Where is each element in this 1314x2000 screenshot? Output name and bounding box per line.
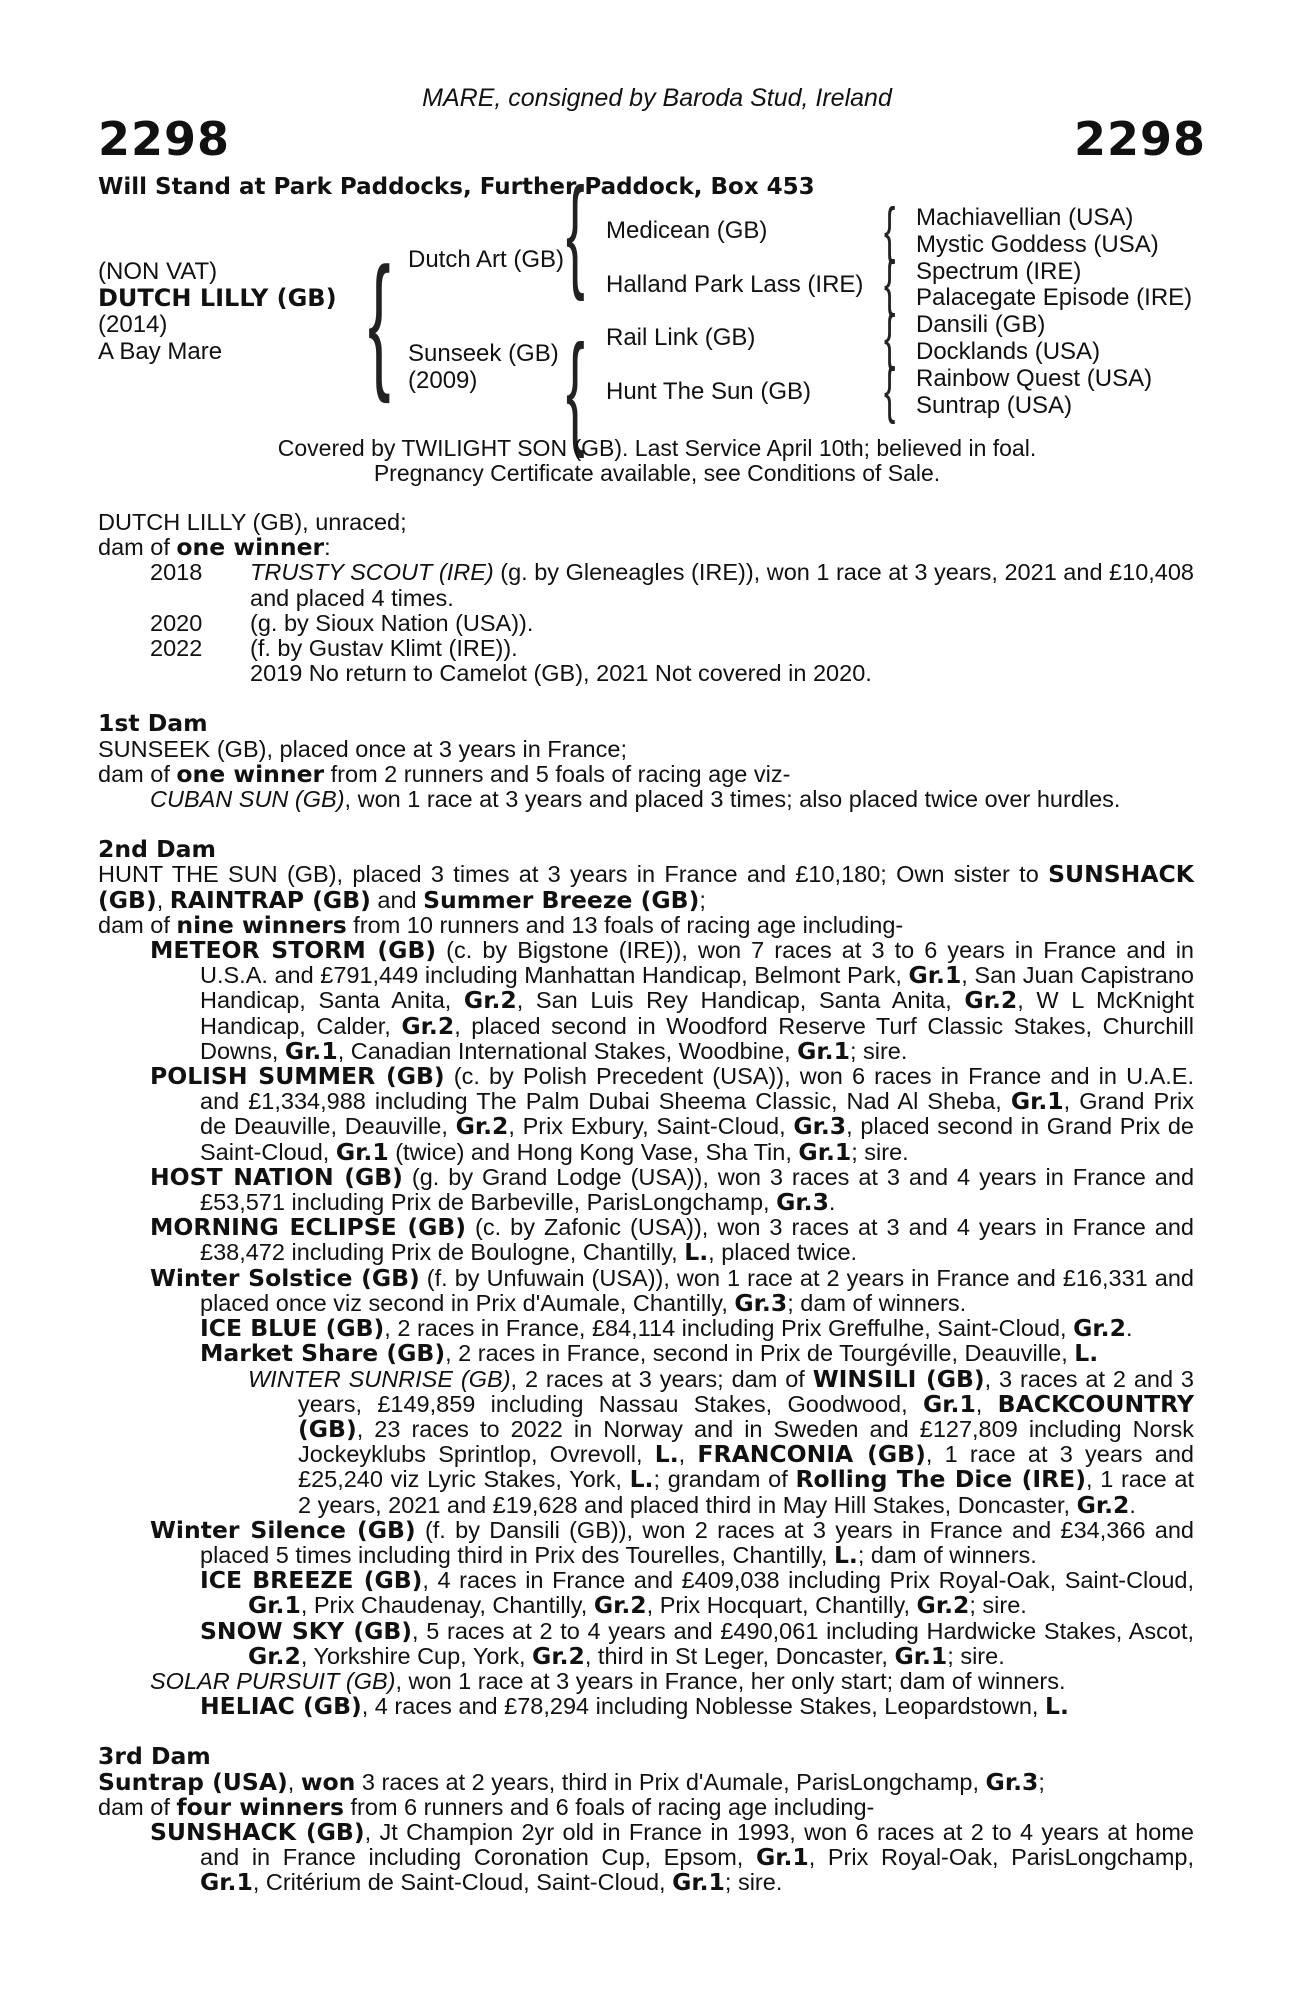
winner-count: one winner — [176, 533, 325, 562]
text: , Prix Chaudenay, Chantilly, — [300, 1592, 594, 1619]
text: , Critérium de Saint-Cloud, Saint-Cloud, — [252, 1869, 673, 1896]
pedigree-brace-sire: { — [566, 163, 585, 302]
text: ; sire. — [849, 1037, 908, 1064]
grade: Gr.2 — [1073, 1314, 1126, 1343]
pedigree-brace-ss: { — [884, 196, 896, 265]
winner-name: Winter Silence (GB) — [150, 1515, 416, 1544]
text: ; dam of winners. — [787, 1289, 967, 1316]
progeny-year: 2020 — [150, 609, 203, 636]
location-line: Will Stand at Park Paddocks, Further Paddock, Box 453 — [98, 174, 815, 200]
progeny-host-nation — [98, 1162, 1195, 1217]
pedigree-dds: Rainbow Quest (USA) — [916, 365, 1153, 392]
relative-name: Summer Breeze (GB) — [423, 885, 700, 914]
grade: Gr.1 — [798, 1137, 852, 1166]
text: . — [828, 1189, 836, 1216]
grade: L. — [1045, 1692, 1069, 1721]
horse-year: (2014) — [98, 311, 168, 338]
text: (c. by Polish Precedent (USA)), won 6 races in France and in U.A.E. and £1,334,988 including The Palm Dubai Sheema Classic, Nad Al Sheba, — [200, 1063, 1194, 1115]
lot-number-right: 2298 — [1073, 112, 1206, 166]
text: : — [324, 534, 331, 561]
grade: Gr.2 — [916, 1591, 970, 1620]
text: , 23 races to 2022 in Norway and in Sweden and £127,809 including Norsk Jockeyklubs Sprintlop, Ovrevoll, — [298, 1415, 1194, 1468]
progeny-winter-sunrise — [98, 1364, 1194, 1519]
text: , 2 races in France, £84,114 including Prix Greffulhe, Saint-Cloud, — [384, 1315, 1074, 1342]
winner-name: POLISH SUMMER (GB) — [150, 1062, 445, 1091]
text: (c. by Bigstone (IRE)), won 7 races at 3 to 6 years in France and in U.S.A. and £791,449 including Manhattan Handicap, Belmont Park, — [200, 937, 1194, 989]
covering-line-1: Covered by TWILIGHT SON (GB). Last Service April 10th; believed in foal. — [277, 435, 1037, 461]
progeny-heliac — [98, 1694, 1194, 1719]
grade: Gr.1 — [908, 961, 962, 990]
text: . — [1129, 1491, 1136, 1518]
text: , won 1 race at 3 years in France, her only start; dam of winners. — [395, 1667, 1066, 1694]
third-dam-heading: 3rd Dam — [98, 1742, 211, 1771]
progeny-morning-eclipse — [98, 1215, 1194, 1265]
grade: Gr.3 — [734, 1288, 788, 1317]
text: ; sire. — [969, 1592, 1027, 1619]
progeny-sunshack — [98, 1817, 1194, 1897]
text: dam of — [98, 760, 177, 787]
text: from 6 runners and 6 foals of racing age including- — [344, 1793, 875, 1820]
winner-name: WINSILI (GB) — [812, 1364, 985, 1393]
grade: Gr.1 — [672, 1868, 725, 1897]
text: , — [975, 1390, 998, 1417]
third-dam-dam-of — [98, 1792, 1194, 1821]
text: , 4 races and £78,294 including Noblesse Stakes, Leopardstown, — [361, 1693, 1045, 1720]
relative-name: RAINTRAP (GB) — [169, 885, 371, 914]
grade: L. — [684, 1238, 709, 1267]
text: , Canadian International Stakes, Woodbine, — [337, 1037, 798, 1064]
winner-name: Winter Solstice (GB) — [150, 1263, 420, 1292]
progeny-winter-solstice — [98, 1263, 1194, 1317]
pedigree-dsd: Docklands (USA) — [916, 338, 1101, 365]
winner-count: four winners — [176, 1792, 344, 1821]
progeny-2018 — [98, 560, 1194, 610]
second-dam-heading: 2nd Dam — [98, 835, 216, 864]
winner-name: WINTER SUNRISE (GB) — [248, 1365, 511, 1392]
text: , — [678, 1441, 698, 1468]
grade: Gr.1 — [335, 1137, 389, 1166]
text: HUNT THE SUN (GB), placed 3 times at 3 years in France and £10,180; Own sister to — [98, 861, 1049, 888]
text: , W L McKnight Handicap, Calder, — [200, 987, 1194, 1039]
progeny-2020 — [98, 611, 1194, 636]
grade: Gr.3 — [793, 1112, 847, 1141]
second-dam-dam-of — [98, 910, 1194, 939]
text: , placed second in Grand Prix de Saint-Cloud, — [200, 1113, 1195, 1165]
grade: Gr.3 — [985, 1767, 1039, 1796]
grade: Gr.1 — [248, 1591, 301, 1620]
text: , San Luis Rey Handicap, Santa Anita, — [516, 987, 965, 1014]
text: dam of — [98, 911, 177, 938]
pedigree-ssd: Mystic Goddess (USA) — [916, 231, 1159, 258]
grade: Gr.3 — [776, 1188, 829, 1217]
winner-name: FRANCONIA (GB) — [697, 1440, 926, 1469]
text: , 1 race at 3 years and £25,240 viz Lyric Stakes, York, — [298, 1441, 1194, 1493]
winner-name: ICE BLUE (GB) — [200, 1314, 385, 1343]
text: , Prix Hocquart, Chantilly, — [646, 1592, 917, 1619]
grade: Gr.1 — [755, 1843, 809, 1872]
winner-count: one winner — [176, 759, 325, 788]
grade: Gr.2 — [593, 1591, 647, 1620]
grade: L. — [629, 1465, 654, 1494]
text: and — [370, 886, 424, 913]
progeny-ice-breeze — [98, 1568, 1194, 1618]
text: , 2 races at 3 years; dam of — [510, 1365, 813, 1392]
horse-description: A Bay Mare — [98, 338, 223, 365]
pedigree-sds: Spectrum (IRE) — [916, 258, 1082, 285]
text: , 3 races at 2 and 3 years, £149,859 including Nassau Stakes, Goodwood, — [298, 1365, 1194, 1417]
grade: L. — [1074, 1339, 1099, 1368]
grade: L. — [833, 1540, 858, 1569]
text: ; sire. — [947, 1642, 1005, 1669]
progeny-meteor-storm — [98, 938, 1194, 1064]
text: ; — [699, 886, 706, 913]
winner-name: HOST NATION (GB) — [150, 1162, 403, 1191]
grade: L. — [654, 1440, 679, 1469]
first-dam-dam-of — [98, 759, 1194, 788]
text: ; grandam of — [653, 1466, 796, 1493]
record-line: DUTCH LILLY (GB), unraced; — [98, 509, 407, 535]
winner-name: METEOR STORM (GB) — [150, 936, 437, 965]
pedigree-dam: Sunseek (GB) — [408, 340, 559, 367]
text: (c. by Zafonic (USA)), won 3 races at 3 and 4 years in France and £38,472 including Prix de Boulogne, Chantilly, — [200, 1214, 1194, 1266]
progeny-solar-pursuit — [98, 1669, 1194, 1694]
text: , Jt Champion 2yr old in France in 1993, won 6 races at 2 to 4 years at home and in France including Coronation Cup, Epsom, — [200, 1818, 1194, 1871]
grade: Gr.2 — [455, 1112, 509, 1141]
text: 3 races at 2 years, third in Prix d'Aumale, ParisLongchamp, — [355, 1768, 986, 1795]
text: dam of — [98, 1793, 177, 1820]
winner-name: HELIAC (GB) — [200, 1692, 362, 1721]
progeny-polish-summer — [98, 1064, 1194, 1165]
winner-name: SOLAR PURSUIT (GB) — [150, 1667, 396, 1694]
text: . — [1125, 1315, 1133, 1342]
text: , Prix Exbury, Saint-Cloud, — [508, 1113, 794, 1140]
first-dam-winner — [98, 787, 1194, 812]
pedigree-sire-dam: Halland Park Lass (IRE) — [606, 271, 864, 298]
pedigree-brace-ds: { — [884, 303, 896, 372]
text: , — [156, 886, 170, 913]
text: , 4 races in France and £409,038 including Prix Royal-Oak, Saint-Cloud, — [422, 1567, 1195, 1594]
pedigree-brace-dam: { — [566, 320, 585, 459]
grade: Gr.1 — [1010, 1087, 1064, 1116]
progeny-note: 2019 No return to Camelot (GB), 2021 Not covered in 2020. — [250, 660, 872, 687]
grade: Gr.2 — [463, 986, 517, 1015]
text: (g. by Grand Lodge (USA)), won 3 races at 3 and 4 years in France and £53,571 including Prix de Barbeville, ParisLongchamp, — [200, 1163, 1195, 1216]
text: dam of — [98, 534, 177, 561]
horse-name: DUTCH LILLY (GB) — [98, 284, 337, 312]
text: ; sire. — [724, 1869, 783, 1896]
text: , third in St Leger, Doncaster, — [584, 1642, 895, 1669]
progeny-ice-blue — [98, 1316, 1194, 1341]
third-dam-line — [98, 1767, 1194, 1796]
progeny-market-share — [98, 1341, 1194, 1366]
winner-name: SUNSHACK (GB) — [150, 1817, 365, 1846]
text: , Grand Prix de Deauville, Deauville, — [200, 1088, 1194, 1140]
grade: Gr.1 — [797, 1036, 850, 1065]
text: from 2 runners and 5 foals of racing age viz- — [324, 760, 791, 787]
progeny-name: TRUSTY SCOUT (IRE) — [250, 559, 494, 586]
winner-name: Rolling The Dice (IRE) — [795, 1465, 1086, 1494]
pedigree-sss: Machiavellian (USA) — [916, 204, 1134, 231]
pedigree-sire: Dutch Art (GB) — [408, 246, 565, 273]
text: , placed twice. — [708, 1239, 858, 1266]
progeny-text: (f. by Gustav Klimt (IRE)). — [250, 635, 518, 662]
winner-name: MORNING ECLIPSE (GB) — [150, 1213, 467, 1242]
pedigree-dam-sire: Rail Link (GB) — [606, 324, 756, 351]
lot-number-left: 2298 — [98, 112, 231, 166]
dam-name: Suntrap (USA) — [98, 1767, 288, 1796]
relative-name: SUNSHACK (GB) — [98, 860, 1194, 914]
text: , placed second in Woodford Reserve Turf Classic Stakes, Churchill Downs, — [200, 1012, 1194, 1064]
progeny-text: (g. by Gleneagles (IRE)), won 1 race at 3 years, 2021 and £10,408 and placed 4 times. — [250, 559, 1194, 611]
progeny-2022 — [98, 636, 1194, 661]
pedigree-brace-dd: { — [884, 356, 896, 425]
text: , 5 races at 2 to 4 years and £490,061 including Hardwicke Stakes, Ascot, — [412, 1617, 1195, 1644]
pedigree-dam-year: (2009) — [408, 367, 478, 394]
progeny-text: (g. by Sioux Nation (USA)). — [250, 609, 534, 636]
second-dam-line — [98, 862, 1194, 912]
grade: Gr.1 — [200, 1868, 253, 1897]
text: ; dam of winners. — [857, 1541, 1037, 1568]
winner-name: CUBAN SUN (GB) — [150, 786, 345, 813]
pedigree-brace-main: { — [368, 236, 391, 404]
text: , 2 races in France, second in Prix de Tourgéville, Deauville, — [445, 1340, 1075, 1367]
winner-name: BACKCOUNTRY (GB) — [298, 1389, 1194, 1443]
winner-name: ICE BREEZE (GB) — [200, 1566, 423, 1595]
consignor-line: MARE, consigned by Baroda Stud, Ireland — [422, 84, 892, 112]
pedigree-sdd: Palacegate Episode (IRE) — [916, 284, 1193, 311]
covering-line-2: Pregnancy Certificate available, see Conditions of Sale. — [373, 460, 941, 486]
pedigree-brace-sd: { — [884, 249, 896, 318]
grade: Gr.1 — [894, 1641, 948, 1670]
text: , Prix Royal-Oak, ParisLongchamp, — [808, 1844, 1194, 1871]
progeny-snow-sky — [98, 1616, 1195, 1670]
winner-name: Market Share (GB) — [200, 1339, 446, 1368]
progeny-year: 2018 — [150, 559, 203, 586]
winner-count: nine winners — [176, 910, 347, 939]
pedigree-dss: Dansili (GB) — [916, 311, 1046, 338]
text: (f. by Dansili (GB)), won 2 races at 3 years in France and £34,366 and placed 5 times including third in Prix des Tourelles, Chantilly, — [200, 1516, 1194, 1568]
vat-status: (NON VAT) — [98, 258, 218, 285]
grade: Gr.2 — [532, 1641, 585, 1670]
text: , — [287, 1768, 301, 1795]
winner-name: SNOW SKY (GB) — [200, 1616, 413, 1645]
text: (twice) and Hong Kong Vase, Sha Tin, — [388, 1138, 799, 1165]
grade: Gr.2 — [248, 1641, 301, 1670]
grade: Gr.1 — [922, 1389, 976, 1418]
catalogue-body — [98, 510, 1194, 1896]
grade: Gr.2 — [964, 986, 1018, 1015]
record-dam-of — [98, 535, 1194, 560]
grade: Gr.2 — [1076, 1490, 1130, 1519]
grade: Gr.2 — [401, 1011, 455, 1040]
pedigree-dam-dam: Hunt The Sun (GB) — [606, 378, 811, 405]
text: won — [300, 1767, 356, 1796]
text: , San Juan Capistrano Handicap, Santa Anita, — [200, 962, 1194, 1014]
progeny-winter-silence — [98, 1515, 1194, 1569]
first-dam-heading: 1st Dam — [98, 709, 208, 738]
grade: Gr.1 — [284, 1036, 338, 1065]
text: ; sire. — [851, 1138, 909, 1165]
pedigree-ddd: Suntrap (USA) — [916, 392, 1073, 419]
text: , 1 race at 2 years, 2021 and £19,628 and placed third in May Hill Stakes, Doncaster, — [298, 1466, 1194, 1518]
text: (f. by Unfuwain (USA)), won 1 race at 2 years in France and £16,331 and placed once viz second in Prix d'Aumale, Chantilly, — [200, 1264, 1194, 1316]
first-dam-line: SUNSEEK (GB), placed once at 3 years in France; — [98, 735, 627, 762]
pedigree-sire-sire: Medicean (GB) — [606, 217, 768, 244]
text: , Yorkshire Cup, York, — [300, 1642, 533, 1669]
text: from 10 runners and 13 foals of racing age including- — [346, 911, 904, 938]
winner-text: , won 1 race at 3 years and placed 3 times; also placed twice over hurdles. — [344, 786, 1121, 813]
progeny-year: 2022 — [150, 635, 203, 662]
text: ; — [1038, 1768, 1045, 1795]
